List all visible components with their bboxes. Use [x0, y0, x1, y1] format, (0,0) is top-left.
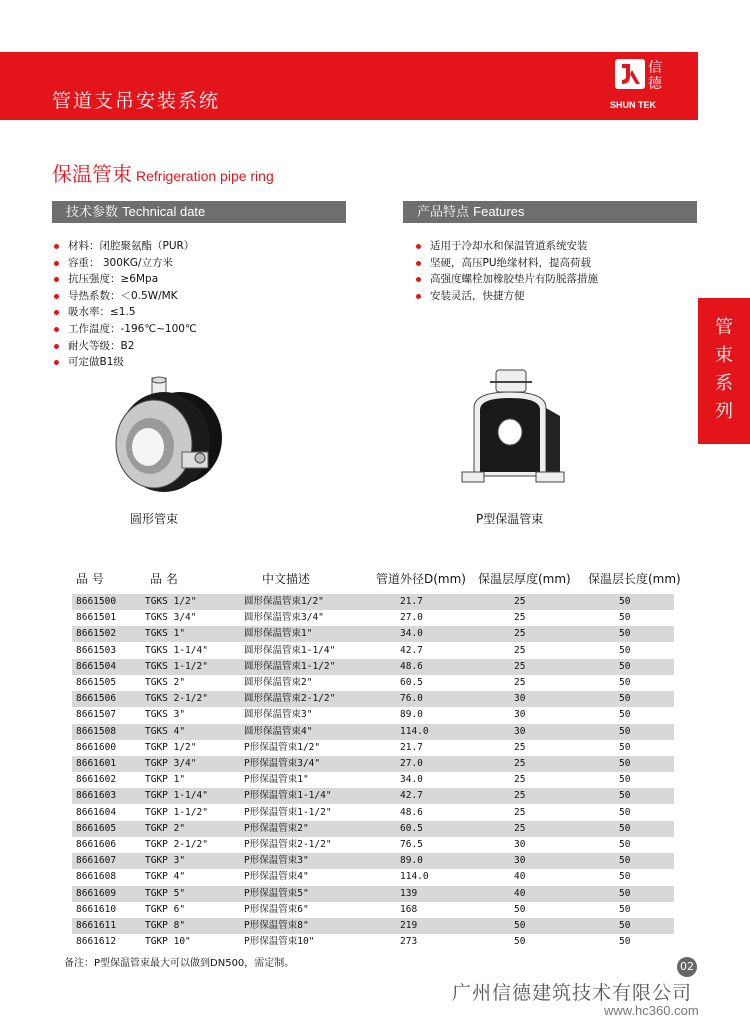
list-item: 抗压强度：≥6Mpa [54, 271, 197, 288]
side-tab-char: 列 [715, 401, 733, 422]
table-cell: 8661602 [76, 774, 117, 786]
table-cell: 21.7 [400, 741, 423, 753]
table-cell: 50 [619, 806, 631, 818]
table-cell: TGKP 2" [145, 822, 186, 834]
list-item: 材料：闭腔聚氨酯（PUR） [54, 238, 197, 255]
table-cell: 76.5 [400, 839, 423, 850]
round-ring-caption: 圆形管束 [130, 512, 179, 526]
table-cell: 139 [400, 887, 418, 899]
table-cell: 273 [400, 936, 418, 948]
side-tab-char: 管 [715, 317, 733, 338]
table-cell: 圆形保温管束1/2" [244, 596, 324, 607]
table-cell: 25 [514, 774, 526, 786]
table-cell: 76.0 [400, 693, 423, 705]
table-cell: 50 [619, 693, 631, 705]
logo-english-name: SHUN TEK [610, 100, 657, 110]
table-cell: 50 [514, 920, 526, 931]
table-row [72, 594, 674, 610]
side-tab-char: 束 [715, 345, 733, 366]
list-item: 适用于冷却水和保温管道系统安装 [416, 238, 598, 255]
column-header-name: 品 名 [150, 572, 178, 586]
table-cell: 25 [514, 758, 526, 769]
table-cell: 168 [400, 903, 418, 915]
table-cell: 圆形保温管束2-1/2" [244, 693, 336, 705]
table-cell: 50 [514, 936, 526, 948]
table-cell: 25 [514, 644, 526, 656]
table-cell: 50 [619, 822, 631, 834]
table-cell: P形保温管束3/4" [244, 758, 321, 769]
table-cell: 8661503 [76, 644, 117, 656]
table-cell: 圆形保温管束1-1/2" [244, 660, 336, 672]
table-cell: 50 [619, 871, 631, 883]
list-item: 安装灵活，快捷方便 [416, 288, 598, 305]
table-cell: 8661500 [76, 596, 117, 607]
features-heading [403, 201, 697, 223]
table-cell: 8661600 [76, 741, 117, 753]
table-cell: 8661605 [76, 822, 117, 834]
table-cell: 8661502 [76, 628, 117, 640]
logo-chinese-name: 信德 [648, 60, 662, 92]
table-cell: 50 [619, 596, 631, 607]
features-heading-cn: 产品特点 [417, 205, 470, 220]
table-cell: 8661508 [76, 725, 117, 737]
website-watermark: www.hc360.com [604, 1003, 699, 1018]
tech-params-list [54, 238, 197, 371]
table-row [72, 918, 674, 934]
table-cell: P形保温管束4" [244, 871, 309, 883]
table-row [72, 740, 674, 756]
p-ring-caption: P型保温管束 [476, 512, 544, 526]
table-cell: TGKS 4" [145, 725, 186, 737]
column-header-part-no: 品 号 [76, 572, 104, 586]
table-cell: TGKS 2" [145, 677, 186, 688]
table-footnote: 备注：P型保温管束最大可以做到DN500，需定制。 [64, 958, 295, 969]
table-row [72, 869, 674, 885]
table-cell: 50 [619, 677, 631, 688]
features-list [416, 238, 598, 304]
table-row [72, 659, 674, 675]
table-cell: TGKP 8" [145, 920, 186, 931]
table-cell: 34.0 [400, 628, 423, 640]
list-item: 耐火等级：B2 [54, 338, 197, 355]
round-pipe-ring-image [102, 374, 232, 504]
table-cell: P形保温管束1" [244, 774, 309, 786]
table-cell: P形保温管束1/2" [244, 741, 321, 753]
table-cell: TGKP 5" [145, 887, 186, 899]
table-cell: 8661601 [76, 758, 117, 769]
table-cell: 42.7 [400, 644, 423, 656]
table-cell: TGKP 2-1/2" [145, 839, 208, 850]
table-cell: 圆形保温管束2" [244, 677, 313, 688]
table-cell: 8661611 [76, 920, 117, 931]
table-cell: 50 [619, 758, 631, 769]
table-cell: 40 [514, 887, 526, 899]
tech-heading-cn: 技术参数 [66, 205, 119, 220]
table-cell: 50 [619, 903, 631, 915]
table-cell: 27.0 [400, 612, 423, 624]
list-item: 坚硬，高压PU绝缘材料，提高荷载 [416, 255, 598, 272]
list-item: 高强度螺栓加橡胶垫片有防脱落措施 [416, 271, 598, 288]
table-row [72, 788, 674, 804]
series-side-tab [698, 298, 750, 444]
table-cell: 60.5 [400, 677, 423, 688]
table-cell: P形保温管束1-1/4" [244, 790, 332, 802]
table-row [72, 772, 674, 788]
table-cell: 8661507 [76, 709, 117, 721]
table-cell: 50 [619, 725, 631, 737]
table-row [72, 691, 674, 707]
table-cell: 30 [514, 709, 526, 721]
table-cell: 25 [514, 660, 526, 672]
column-header-length: 保温层长度(mm) [588, 572, 681, 586]
table-row [72, 837, 674, 853]
product-title-en: Refrigeration pipe ring [136, 168, 274, 184]
table-row [72, 902, 674, 918]
tech-heading-en: Technical date [122, 204, 206, 219]
table-cell: 50 [619, 644, 631, 656]
table-row [72, 643, 674, 659]
table-cell: TGKS 1/2" [145, 596, 197, 607]
table-cell: 50 [619, 709, 631, 721]
table-cell: 50 [514, 903, 526, 915]
table-cell: 8661607 [76, 855, 117, 867]
table-cell: 25 [514, 596, 526, 607]
table-cell: TGKP 1-1/4" [145, 790, 208, 802]
table-row [72, 610, 674, 626]
table-cell: TGKS 3" [145, 709, 186, 721]
table-cell: 50 [619, 612, 631, 624]
table-cell: TGKS 1-1/4" [145, 644, 208, 656]
table-cell: 8661612 [76, 936, 117, 948]
table-cell: 50 [619, 790, 631, 802]
table-cell: 25 [514, 677, 526, 688]
header-title: 管道支吊安装系统 [52, 90, 221, 112]
list-item: 工作温度：-196℃~100℃ [54, 321, 197, 338]
table-cell: 8661501 [76, 612, 117, 624]
tech-params-heading [52, 201, 346, 223]
table-cell: 89.0 [400, 855, 423, 867]
table-row [72, 934, 674, 950]
table-row [72, 724, 674, 740]
table-cell: 25 [514, 612, 526, 624]
table-cell: 114.0 [400, 725, 429, 737]
table-cell: 89.0 [400, 709, 423, 721]
table-cell: TGKP 1" [145, 774, 186, 786]
table-cell: 50 [619, 855, 631, 867]
table-cell: 8661505 [76, 677, 117, 688]
table-cell: P形保温管束2-1/2" [244, 839, 332, 850]
table-cell: 50 [619, 628, 631, 640]
table-cell: 8661506 [76, 693, 117, 705]
list-item: 容重： 300KG/立方米 [54, 255, 197, 272]
table-cell: TGKP 3/4" [145, 758, 197, 769]
table-cell: 圆形保温管束3/4" [244, 612, 324, 624]
table-cell: 114.0 [400, 871, 429, 883]
table-cell: P形保温管束2" [244, 822, 309, 834]
product-title-cn: 保温管束 [52, 162, 132, 186]
table-cell: 圆形保温管束1" [244, 628, 313, 640]
table-row [72, 756, 674, 772]
table-cell: 42.7 [400, 790, 423, 802]
table-cell: TGKS 1" [145, 628, 186, 640]
list-item: 可定做B1级 [54, 354, 197, 371]
table-cell: 圆形保温管束4" [244, 725, 313, 737]
table-cell: 60.5 [400, 822, 423, 834]
list-item: 导热系数：＜0.5W/MK [54, 288, 197, 305]
table-cell: TGKP 10" [145, 936, 191, 948]
table-cell: P形保温管束1-1/2" [244, 806, 332, 818]
table-row [72, 886, 674, 902]
table-cell: 40 [514, 871, 526, 883]
table-cell: 圆形保温管束3" [244, 709, 313, 721]
table-cell: 50 [619, 660, 631, 672]
header-banner [0, 52, 698, 120]
table-cell: 48.6 [400, 806, 423, 818]
table-cell: 25 [514, 628, 526, 640]
table-cell: TGKS 3/4" [145, 612, 197, 624]
column-header-pipe-od: 管道外径D(mm) [376, 572, 466, 586]
table-cell: TGKP 6" [145, 903, 186, 915]
table-cell: TGKP 1/2" [145, 741, 197, 753]
table-cell: P形保温管束10" [244, 936, 315, 948]
table-cell: 50 [619, 887, 631, 899]
table-cell: TGKP 3" [145, 855, 186, 867]
table-cell: 30 [514, 693, 526, 705]
table-cell: P形保温管束5" [244, 887, 309, 899]
table-cell: 8661610 [76, 903, 117, 915]
table-cell: 8661608 [76, 871, 117, 883]
table-cell: 27.0 [400, 758, 423, 769]
table-cell: TGKP 4" [145, 871, 186, 883]
table-cell: TGKP 1-1/2" [145, 806, 208, 818]
table-row [72, 707, 674, 723]
table-cell: 25 [514, 790, 526, 802]
product-title [52, 158, 274, 187]
list-item: 吸水率：≤1.5 [54, 304, 197, 321]
table-cell: 50 [619, 920, 631, 931]
table-cell: 50 [619, 741, 631, 753]
table-cell: 25 [514, 822, 526, 834]
table-cell: 8661604 [76, 806, 117, 818]
features-heading-en: Features [473, 204, 525, 219]
table-cell: 圆形保温管束1-1/4" [244, 644, 336, 656]
table-cell: 8661609 [76, 887, 117, 899]
table-cell: 25 [514, 806, 526, 818]
table-row [72, 675, 674, 691]
table-cell: P形保温管束6" [244, 903, 309, 915]
table-cell: 50 [619, 774, 631, 786]
table-cell: 21.7 [400, 596, 423, 607]
table-cell: 25 [514, 741, 526, 753]
column-header-description: 中文描述 [262, 572, 311, 586]
table-cell: 48.6 [400, 660, 423, 672]
table-row [72, 805, 674, 821]
table-cell: 30 [514, 855, 526, 867]
side-tab-char: 系 [715, 373, 733, 394]
table-row [72, 626, 674, 642]
table-cell: TGKS 1-1/2" [145, 660, 208, 672]
column-header-thickness: 保温层厚度(mm) [478, 572, 571, 586]
table-row [72, 821, 674, 837]
table-cell: 30 [514, 839, 526, 850]
table-cell: 8661603 [76, 790, 117, 802]
p-type-pipe-ring-image [460, 368, 580, 504]
table-cell: 50 [619, 839, 631, 850]
table-cell: 8661504 [76, 660, 117, 672]
table-cell: 50 [619, 936, 631, 948]
table-cell: 219 [400, 920, 418, 931]
company-name: 广州信德建筑技术有限公司 [452, 982, 693, 1004]
table-row [72, 853, 674, 869]
table-cell: 34.0 [400, 774, 423, 786]
table-cell: 30 [514, 725, 526, 737]
table-cell: 8661606 [76, 839, 117, 850]
table-cell: P形保温管束3" [244, 855, 309, 867]
page-number: 02 [677, 957, 697, 977]
table-cell: TGKS 2-1/2" [145, 693, 208, 705]
table-cell: P形保温管束8" [244, 920, 309, 931]
